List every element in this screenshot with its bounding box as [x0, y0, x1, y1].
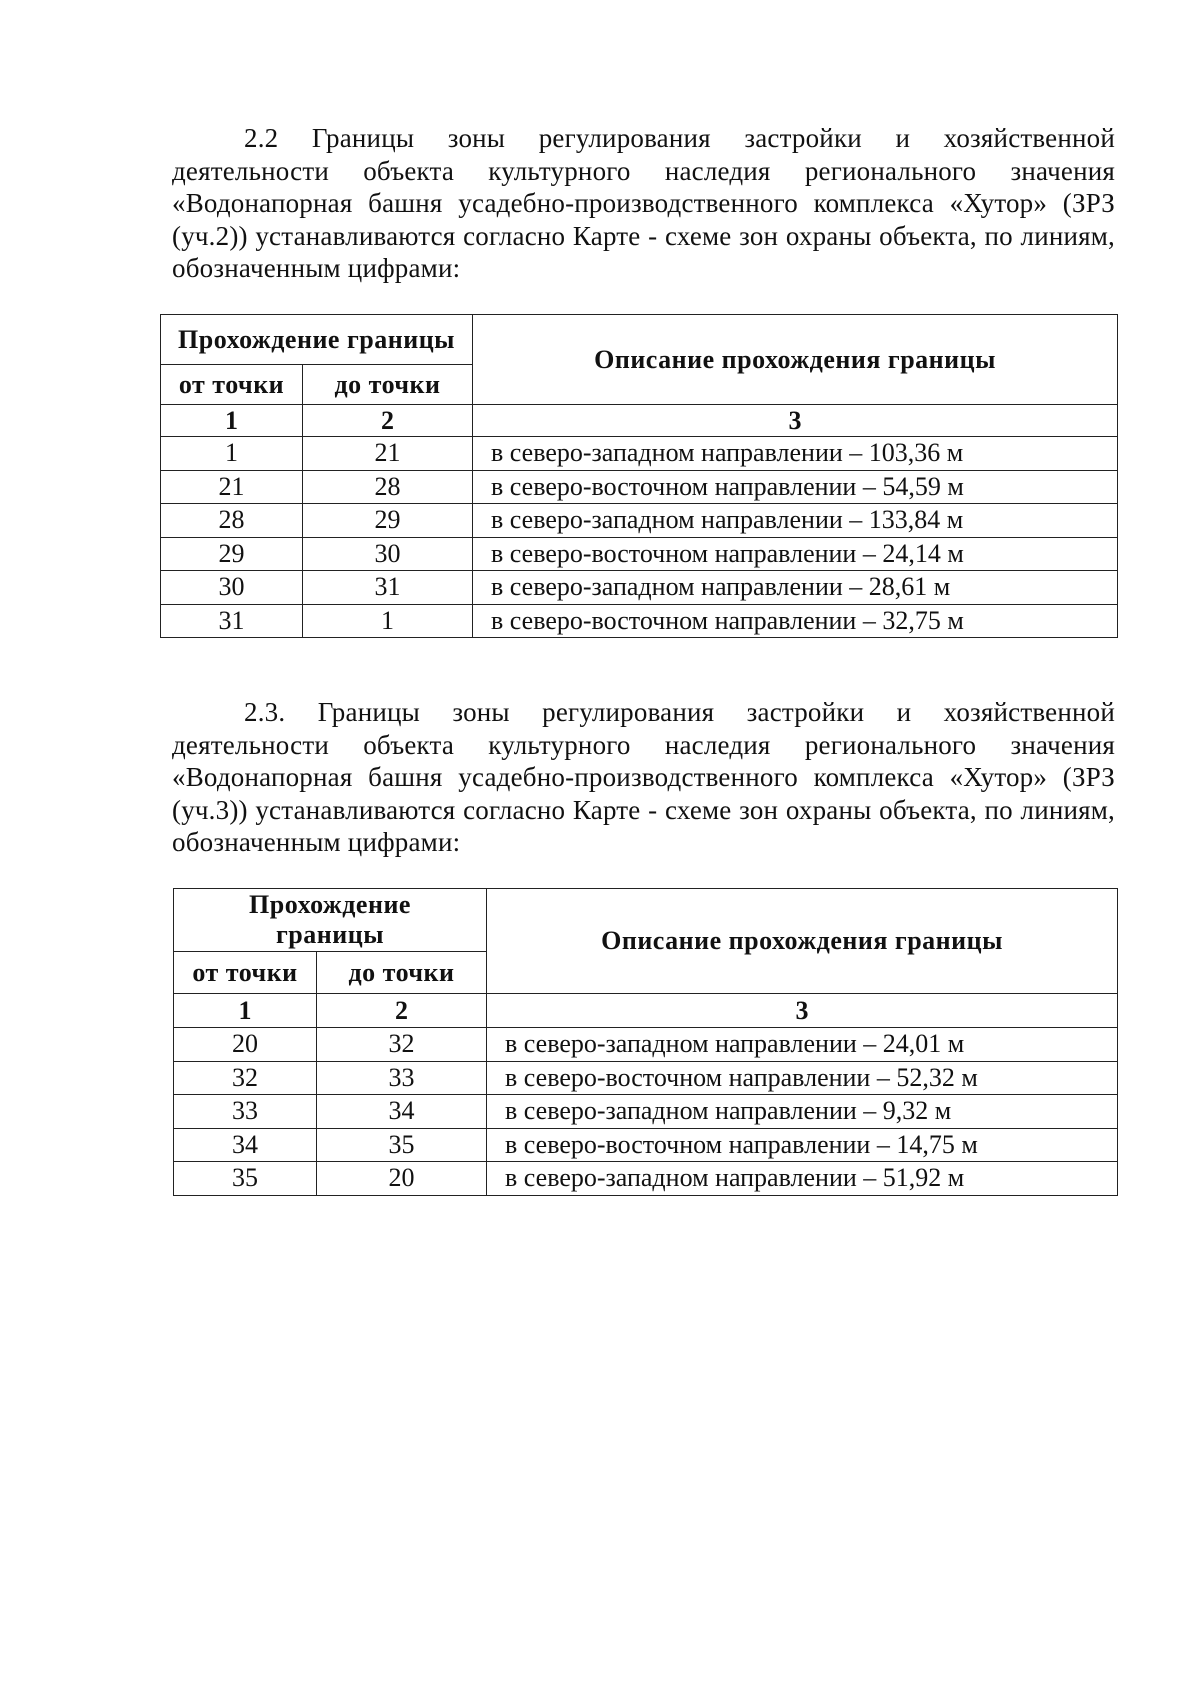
from-point: 31 [161, 604, 303, 638]
to-point: 1 [303, 604, 473, 638]
header-to: до точки [317, 952, 487, 994]
table-row [161, 437, 1118, 471]
header-to: до точки [303, 365, 473, 405]
from-point: 34 [174, 1128, 317, 1162]
from-point: 32 [174, 1061, 317, 1095]
column-index-row [161, 405, 1118, 437]
column-index: 1 [174, 994, 317, 1028]
table-row [161, 504, 1118, 538]
to-point: 34 [317, 1095, 487, 1129]
header-from: от точки [161, 365, 303, 405]
header-description: Описание прохождения границы [487, 889, 1118, 994]
boundary-description: в северо-восточном направлении – 24,14 м [473, 537, 1118, 571]
boundary-description: в северо-западном направлении – 9,32 м [487, 1095, 1118, 1129]
from-point: 28 [161, 504, 303, 538]
table-row [174, 1162, 1118, 1196]
from-point: 30 [161, 571, 303, 605]
section-2-2-paragraph: 2.2 Границы зоны регулирования застройки и хозяйственной деятельности объекта культурного наследия регионального значения «Водонапорная башня усадебно-производственного комплекса «Хутор» (ЗРЗ (уч.2)) устанавливаются согласно Карте - схеме зон охраны объекта, по линиям, обозначенным цифрами: [172, 123, 1115, 283]
table-row [174, 1128, 1118, 1162]
from-point: 1 [161, 437, 303, 471]
header-group: Прохождение границы [161, 315, 473, 365]
to-point: 31 [303, 571, 473, 605]
boundary-description: в северо-западном направлении – 51,92 м [487, 1162, 1118, 1196]
from-point: 35 [174, 1162, 317, 1196]
to-point: 32 [317, 1028, 487, 1062]
header-description: Описание прохождения границы [473, 315, 1118, 405]
column-index-row [174, 994, 1118, 1028]
from-point: 33 [174, 1095, 317, 1129]
to-point: 35 [317, 1128, 487, 1162]
table-row [174, 1028, 1118, 1062]
boundary-description: в северо-восточном направлении – 52,32 м [487, 1061, 1118, 1095]
from-point: 29 [161, 537, 303, 571]
table-row [174, 1061, 1118, 1095]
section-2-3-paragraph: 2.3. Границы зоны регулирования застройки и хозяйственной деятельности объекта культурного наследия регионального значения «Водонапорная башня усадебно-производственного комплекса «Хутор» (ЗРЗ (уч.3)) устанавливаются согласно Карте - схеме зон охраны объекта, по линиям, обозначенным цифрами: [172, 697, 1115, 857]
boundary-description: в северо-западном направлении – 24,01 м [487, 1028, 1118, 1062]
from-point: 20 [174, 1028, 317, 1062]
column-index: 2 [317, 994, 487, 1028]
column-index: 2 [303, 405, 473, 437]
boundary-description: в северо-западном направлении – 133,84 м [473, 504, 1118, 538]
boundary-description: в северо-западном направлении – 103,36 м [473, 437, 1118, 471]
column-index: 3 [473, 405, 1118, 437]
boundary-description: в северо-восточном направлении – 32,75 м [473, 604, 1118, 638]
to-point: 20 [317, 1162, 487, 1196]
to-point: 21 [303, 437, 473, 471]
boundary-description: в северо-восточном направлении – 14,75 м [487, 1128, 1118, 1162]
from-point: 21 [161, 470, 303, 504]
boundary-description: в северо-западном направлении – 28,61 м [473, 571, 1118, 605]
to-point: 29 [303, 504, 473, 538]
table-row [161, 571, 1118, 605]
header-from: от точки [174, 952, 317, 994]
to-point: 33 [317, 1061, 487, 1095]
to-point: 30 [303, 537, 473, 571]
boundary-table-2-2 [160, 314, 1118, 638]
table-row [174, 1095, 1118, 1129]
table-row [161, 537, 1118, 571]
column-index: 1 [161, 405, 303, 437]
to-point: 28 [303, 470, 473, 504]
table-row [161, 604, 1118, 638]
column-index: 3 [487, 994, 1118, 1028]
boundary-description: в северо-восточном направлении – 54,59 м [473, 470, 1118, 504]
table-row [161, 470, 1118, 504]
header-group: Прохождение границы [174, 889, 487, 952]
boundary-table-2-3 [173, 888, 1118, 1196]
